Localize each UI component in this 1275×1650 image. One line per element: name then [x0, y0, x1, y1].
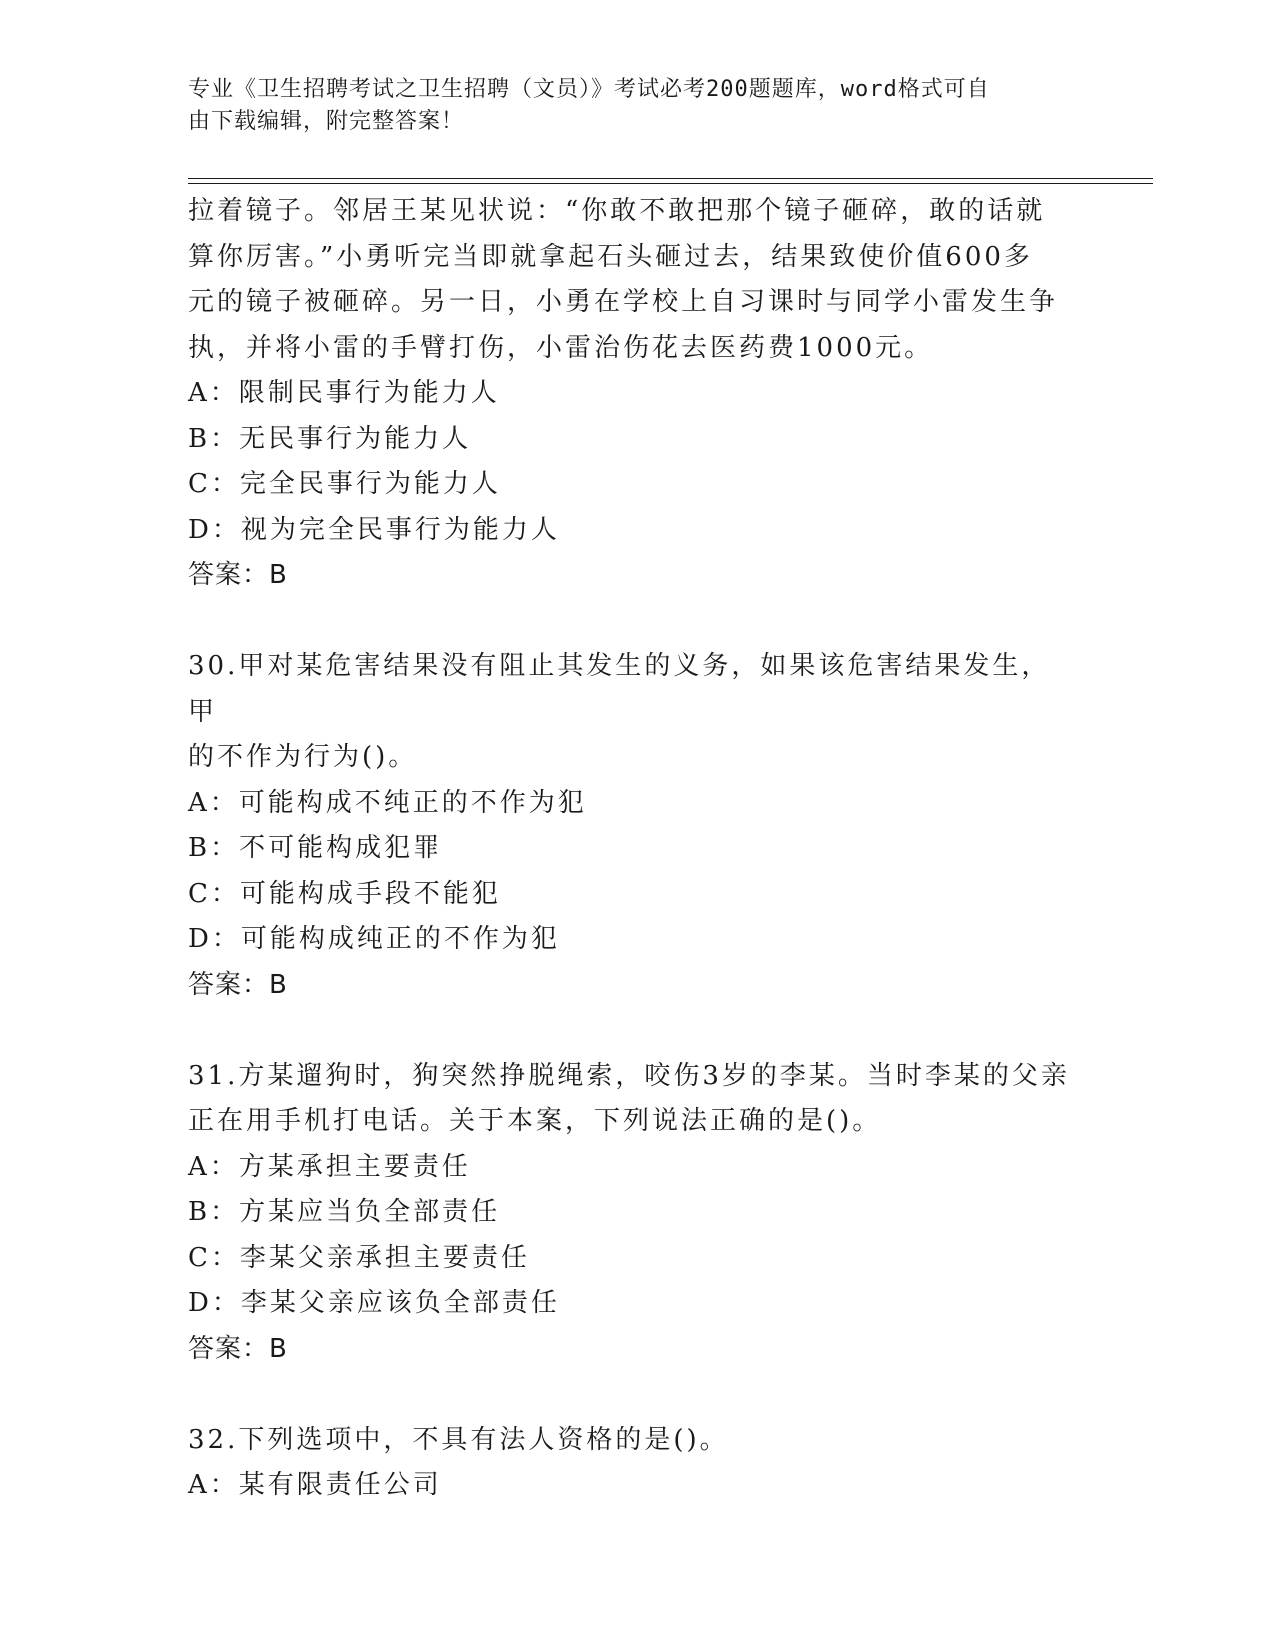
question-text-line: 拉着镜子。邻居王某见状说：“你敢不敢把那个镜子砸碎，敢的话就	[188, 196, 1046, 226]
header-line: 由下载编辑，附完整答案！	[188, 109, 465, 134]
option-d: D：视为完全民事行为能力人	[188, 514, 560, 545]
option-b: B：方某应当负全部责任	[188, 1197, 501, 1227]
question-text-line: 元的镜子被砸碎。另一日，小勇在学校上自习课时与同学小雷发生争	[188, 287, 1059, 317]
spacer	[188, 1372, 1078, 1418]
option-d: D：可能构成纯正的不作为犯	[188, 924, 560, 954]
answer-line: 答案：B	[188, 560, 288, 590]
question-text-line: 31.方某遛狗时，狗突然挣脱绳索，咬伤3岁的李某。当时李某的父亲	[188, 1060, 1070, 1091]
answer-line: 答案：B	[188, 969, 288, 1000]
header-line: 专业《卫生招聘考试之卫生招聘（文员）》考试必考200题题库，word格式可自	[188, 77, 990, 102]
question-text-line: 的不作为行为()。	[188, 742, 418, 772]
question-list	[188, 189, 1078, 1509]
option-d: D：李某父亲应该负全部责任	[188, 1288, 560, 1318]
question-text-line: 执，并将小雷的手臂打伤，小雷治伤花去医药费1000元。	[188, 332, 934, 363]
option-a: A：限制民事行为能力人	[188, 378, 500, 408]
question-text-line: 30.甲对某危害结果没有阻止其发生的义务，如果该危害结果发生，甲	[188, 651, 1051, 727]
spacer	[188, 599, 1078, 645]
question-block	[188, 1054, 1078, 1373]
question-text-line: 算你厉害。”小勇听完当即就拿起石头砸过去，结果致使价值600多	[188, 241, 1033, 272]
header-divider	[188, 183, 1153, 184]
option-a: A：可能构成不纯正的不作为犯	[188, 787, 587, 818]
document-header	[188, 74, 1068, 138]
question-block	[188, 189, 1078, 599]
spacer	[188, 1008, 1078, 1054]
header-divider	[188, 178, 1153, 179]
option-a: A：方某承担主要责任	[188, 1151, 471, 1182]
question-block	[188, 644, 1078, 1008]
question-block	[188, 1418, 1078, 1509]
answer-line: 答案：B	[188, 1333, 288, 1364]
option-b: B：无民事行为能力人	[188, 423, 472, 454]
option-c: C：可能构成手段不能犯	[188, 878, 501, 909]
option-c: C：李某父亲承担主要责任	[188, 1242, 530, 1273]
option-b: B：不可能构成犯罪	[188, 833, 443, 863]
question-text-line: 正在用手机打电话。关于本案，下列说法正确的是()。	[188, 1106, 882, 1136]
question-text-line: 32.下列选项中，不具有法人资格的是()。	[188, 1424, 729, 1455]
option-a: A：某有限责任公司	[188, 1470, 442, 1500]
option-c: C：完全民事行为能力人	[188, 469, 501, 499]
